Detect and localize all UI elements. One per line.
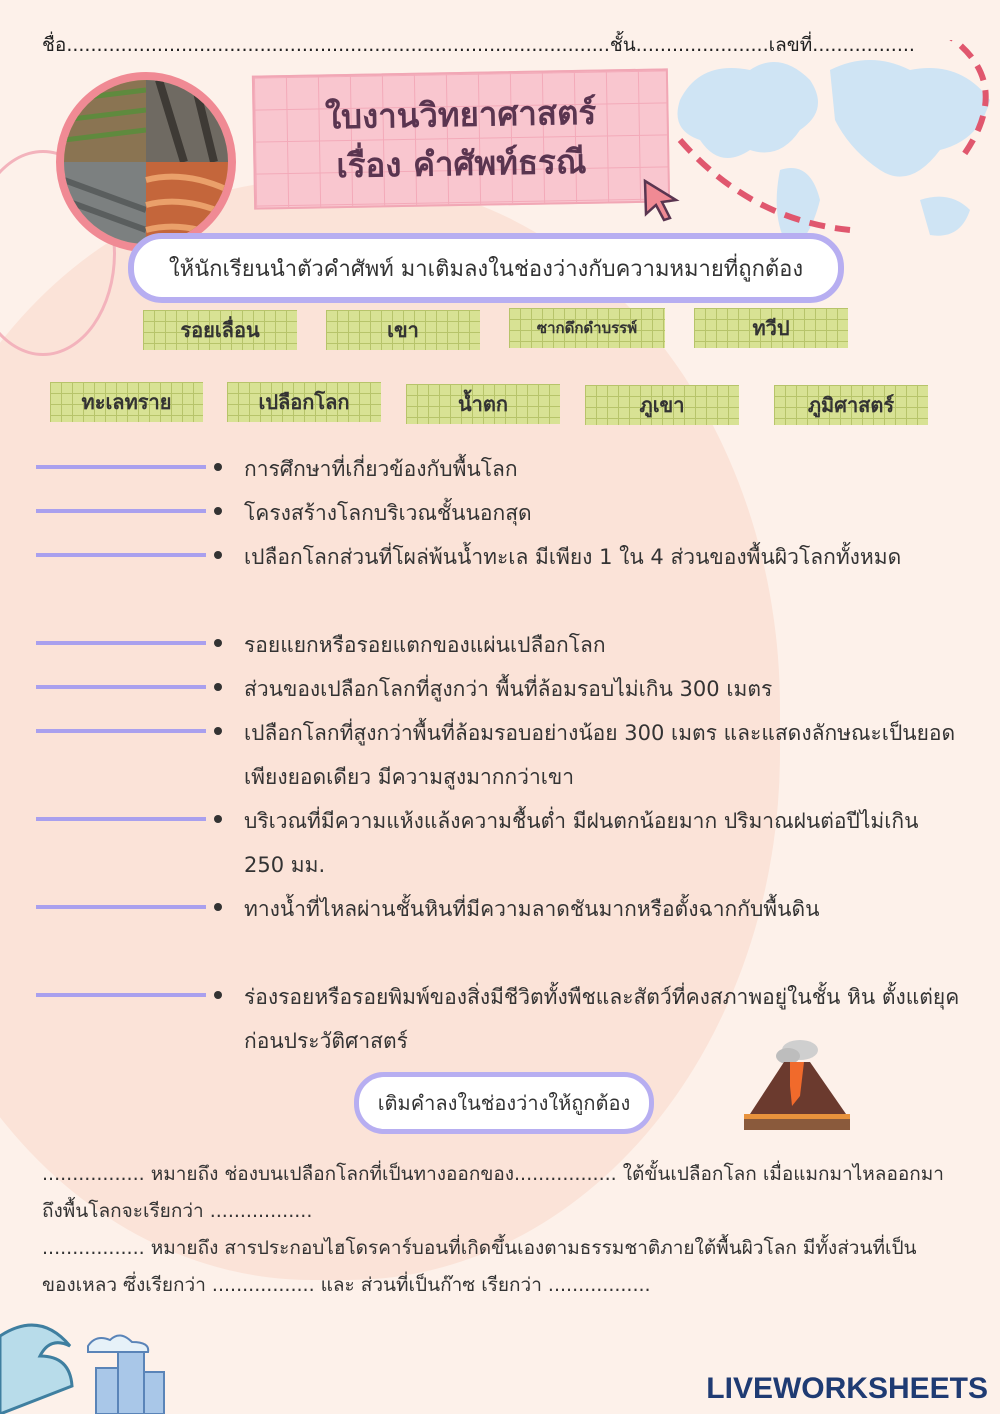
bullet-icon [214,463,222,471]
word-bank-item[interactable]: ภูมิศาสตร์ [774,385,928,425]
bullet-icon [214,903,222,911]
number-label: เลขที่ [768,34,813,56]
answer-blank[interactable] [36,729,206,733]
word-bank-item[interactable]: เปลือกโลก [227,382,381,422]
bullet-icon [214,639,222,647]
cursor-arrow-icon [642,178,680,222]
student-info-line [42,30,915,60]
bullet-icon [214,815,222,823]
answer-blank[interactable] [36,641,206,645]
word-bank-item[interactable]: เขา [326,310,480,350]
name-label: ชื่อ [42,34,67,56]
bullet-icon [214,683,222,691]
bullet-icon [214,991,222,999]
question-row [36,667,964,711]
class-label: ชั้น [609,34,636,56]
word-bank-item[interactable]: ทวีป [694,308,848,348]
bullet-icon [214,727,222,735]
question-row [36,491,964,535]
volcano-icon [740,1036,854,1132]
answer-blank[interactable] [36,817,206,821]
question-text: รอยแยกหรือรอยแตกของแผ่นเปลือกโลก [244,633,606,657]
liveworksheets-logo[interactable]: LIVEWORKSHEETS [706,1372,988,1405]
question-text: บริเวณที่มีความแห้งแล้งความชื้นต่ำ มีฝนตกน้อยมาก ปริมาณฝนต่อปีไม่เกิน 250 มม. [244,809,919,877]
answer-blank[interactable] [36,553,206,557]
wave-city-illustration [0,1316,180,1414]
answer-blank[interactable] [36,905,206,909]
rock-photo-collage [56,72,236,252]
fill-section-title [354,1072,654,1134]
question-text: การศึกษาที่เกี่ยวข้องกับพื้นโลก [244,457,518,481]
word-bank-item[interactable]: ทะเลทราย [50,382,203,422]
word-bank-item[interactable]: น้ำตก [406,384,560,424]
word-bank-item[interactable]: ซากดึกดำบรรพ์ [509,308,665,348]
instruction-text: ให้นักเรียนนำตัวคำศัพท์ มาเติมลงในช่องว่างกับความหมายที่ถูกต้อง [168,256,804,282]
answer-blank[interactable] [36,509,206,513]
name-field[interactable]: .......................................................................................... [66,34,610,56]
question-text: ทางน้ำที่ไหลผ่านชั้นหินที่มีความลาดชันมากหรือตั้งฉากกับพื้นดิน [244,897,820,921]
bullet-icon [214,507,222,515]
question-row [36,799,964,887]
word-bank-item[interactable]: รอยเลื่อน [143,310,297,350]
question-text: โครงสร้างโลกบริเวณชั้นนอกสุด [244,501,532,525]
question-text: เปลือกโลกที่สูงกว่าพื้นที่ล้อมรอบอย่างน้อย 300 เมตร และแสดงลักษณะเป็นยอดเพียงยอดเดียว มีความสูงมากกว่าเขา [244,721,956,789]
question-text: ร่องรอยหรือรอยพิมพ์ของสิ่งมีชีวิตทั้งพืชและสัตว์ที่คงสภาพอยู่ในชั้น หิน ตั้งแต่ยุคก่อนประวัติศาสตร์ [244,985,960,1053]
question-text: เปลือกโลกส่วนที่โผล่พ้นน้ำทะเล มีเพียง 1 ใน 4 ส่วนของพื้นผิวโลกทั้งหมด [244,545,902,569]
number-field[interactable]: ................. [812,34,915,56]
fill-section-title-text: เติมคำลงในช่องว่างให้ถูกต้อง [377,1091,631,1115]
fill-paragraph-1: ................. หมายถึง ช่องบนเปลือกโลกที่เป็นทางออกของ................. ใต้ขั้นเปลือกโลก เมื่อแมกมาไหลออกมาถึงพื้นโลกจะเรียกว่า ................. [42,1163,944,1222]
instruction-box [128,233,844,303]
worksheet-title-box [252,68,670,209]
word-bank-item[interactable]: ภูเขา [585,385,739,425]
question-row [36,535,964,579]
class-field[interactable]: ...................... [635,34,769,56]
answer-blank[interactable] [36,685,206,689]
question-row [36,887,964,931]
question-text: ส่วนของเปลือกโลกที่สูงกว่า พื้นที่ล้อมรอบไม่เกิน 300 เมตร [244,677,773,701]
worksheet-title: ใบงานวิทยาศาสตร์ [324,92,597,136]
worksheet-subtitle: เรื่อง คำศัพท์ธรณี [336,141,587,186]
answer-blank[interactable] [36,465,206,469]
answer-blank[interactable] [36,993,206,997]
question-row [36,623,964,667]
bullet-icon [214,551,222,559]
question-row [36,447,964,491]
fill-paragraph-2: ................. หมายถึง สารประกอบไฮโดรคาร์บอนที่เกิดขึ้นเองตามธรรมชาติภายใต้พื้นผิวโลก มีทั้งส่วนที่เป็นของเหลว ซึ่งเรียกว่า ................. และ ส่วนที่เป็นก๊าซ เรียกว่า ................. [42,1237,917,1296]
question-row [36,711,964,799]
